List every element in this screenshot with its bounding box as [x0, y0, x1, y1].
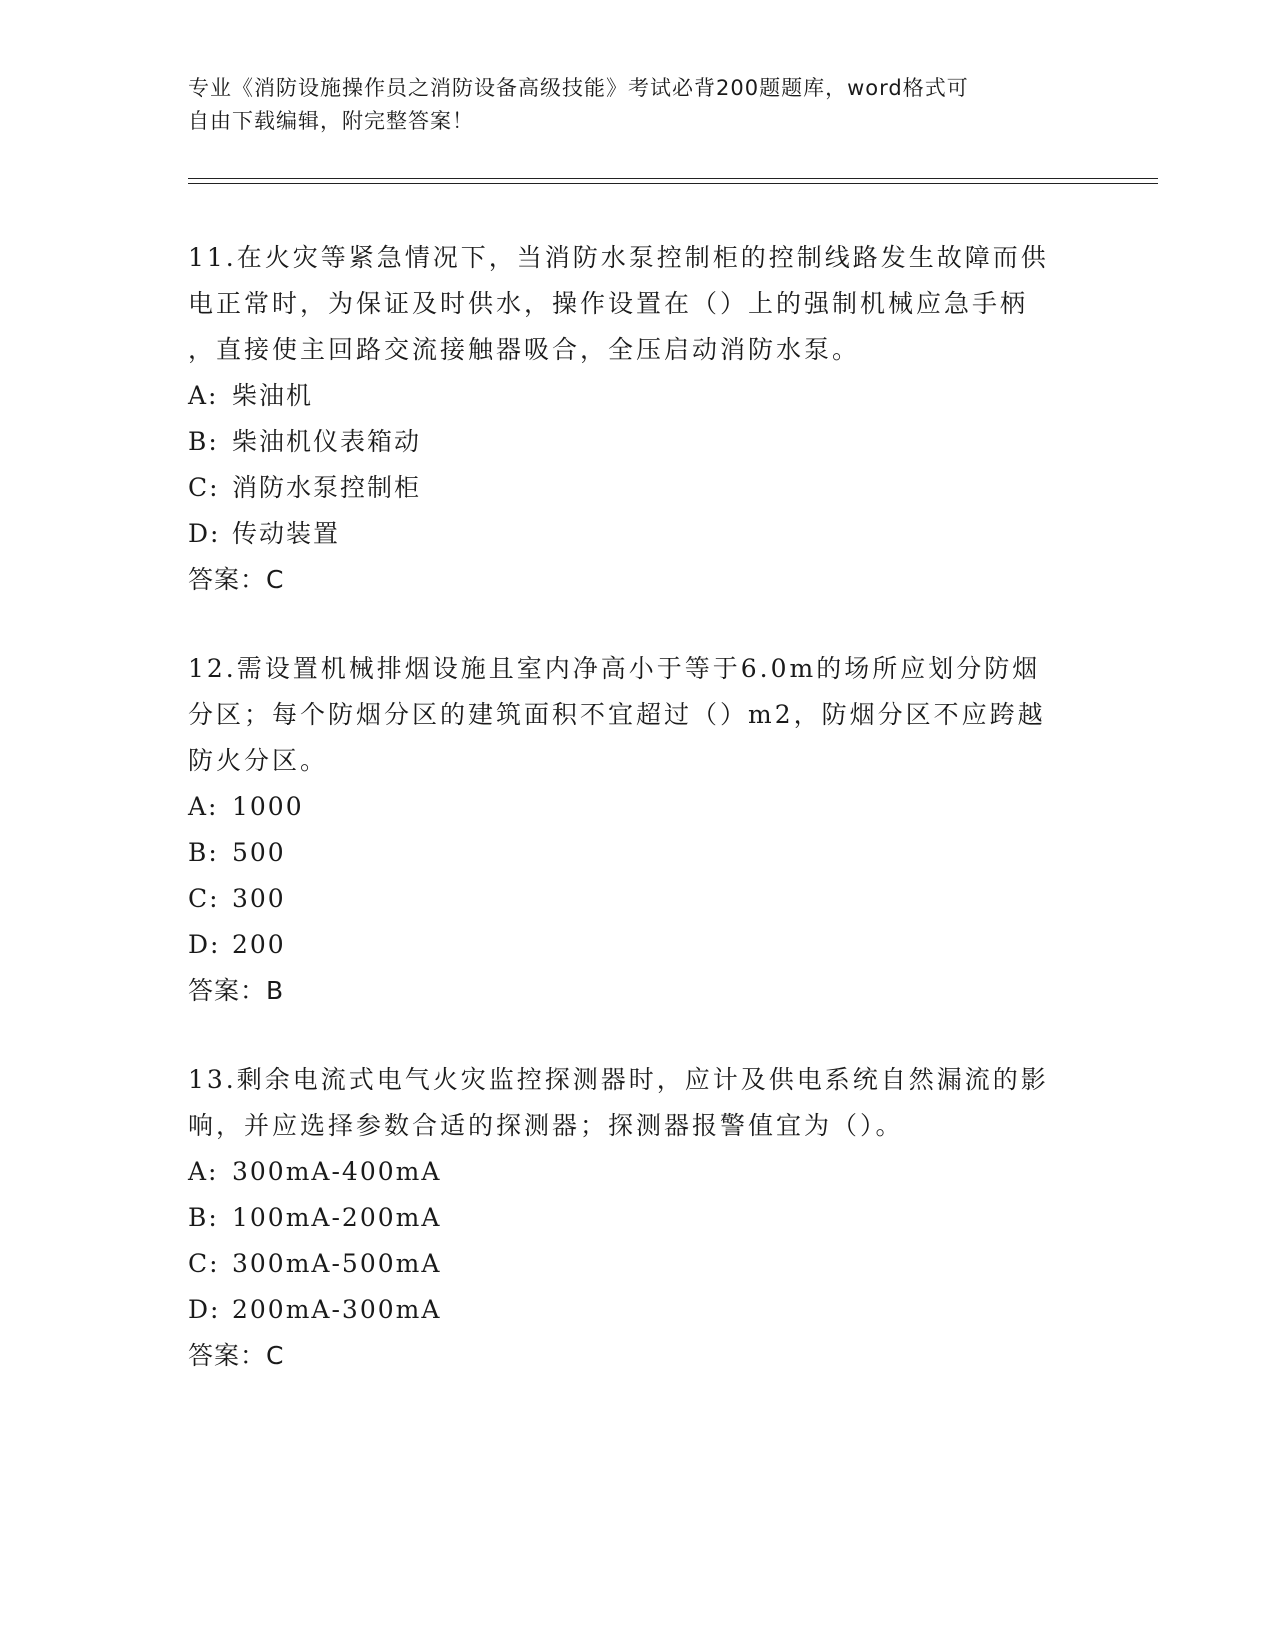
option-text: 200 [232, 930, 286, 959]
answer-line: 答案：C [188, 565, 285, 594]
option-c [188, 1241, 1088, 1287]
question-block [188, 646, 1088, 1014]
question-block [188, 1057, 1088, 1379]
question-text [188, 1057, 1088, 1149]
option-text: 柴油机 [232, 381, 314, 410]
option-b [188, 1195, 1088, 1241]
option-letter: D: [188, 1295, 221, 1324]
option-letter: D: [188, 519, 221, 548]
question-line: 分区；每个防烟分区的建筑面积不宜超过（）m2，防烟分区不应跨越 [188, 700, 1046, 729]
option-letter: B: [188, 838, 219, 867]
option-text: 柴油机仪表箱动 [232, 427, 422, 456]
option-a [188, 1149, 1088, 1195]
header-line-2: 自由下载编辑，附完整答案！ [188, 109, 474, 133]
option-c [188, 465, 1088, 511]
option-letter: A: [188, 792, 219, 821]
option-text: 100mA-200mA [232, 1203, 442, 1232]
option-letter: B: [188, 427, 219, 456]
option-c [188, 876, 1088, 922]
option-text: 300mA-500mA [232, 1249, 442, 1278]
question-line: 电正常时，为保证及时供水，操作设置在（）上的强制机械应急手柄 [188, 289, 1029, 318]
document-header [188, 72, 1088, 138]
option-text: 500 [232, 838, 286, 867]
option-letter: A: [188, 1157, 219, 1186]
option-letter: D: [188, 930, 221, 959]
option-d [188, 922, 1088, 968]
option-text: 消防水泵控制柜 [232, 473, 422, 502]
header-line-1: 专业《消防设施操作员之消防设备高级技能》考试必背200题题库，word格式可 [188, 76, 969, 100]
option-letter: A: [188, 381, 219, 410]
option-letter: C: [188, 1249, 220, 1278]
option-b [188, 830, 1088, 876]
option-text: 1000 [232, 792, 304, 821]
option-d [188, 511, 1088, 557]
question-line: ，直接使主回路交流接触器吸合，全压启动消防水泵。 [188, 335, 861, 364]
option-text: 300 [232, 884, 286, 913]
header-divider-top [188, 178, 1158, 179]
question-line: 响，并应选择参数合适的探测器；探测器报警值宜为（）。 [188, 1111, 904, 1140]
option-text: 300mA-400mA [232, 1157, 442, 1186]
question-text [188, 646, 1088, 784]
option-letter: B: [188, 1203, 219, 1232]
option-d [188, 1287, 1088, 1333]
question-text [188, 235, 1088, 373]
question-line: 12.需设置机械排烟设施且室内净高小于等于6.0m的场所应划分防烟 [188, 654, 1041, 683]
option-letter: C: [188, 884, 220, 913]
option-b [188, 419, 1088, 465]
option-letter: C: [188, 473, 220, 502]
option-a [188, 373, 1088, 419]
question-block [188, 235, 1088, 603]
answer-line: 答案：C [188, 1341, 285, 1370]
answer-line: 答案：B [188, 976, 285, 1005]
header-divider-bottom [188, 183, 1158, 184]
option-text: 传动装置 [232, 519, 341, 548]
option-text: 200mA-300mA [232, 1295, 442, 1324]
question-line: 防火分区。 [188, 746, 329, 775]
question-line: 13.剩余电流式电气火灾监控探测器时，应计及供电系统自然漏流的影 [188, 1065, 1049, 1094]
question-line: 11.在火灾等紧急情况下，当消防水泵控制柜的控制线路发生故障而供 [188, 243, 1049, 272]
option-a [188, 784, 1088, 830]
